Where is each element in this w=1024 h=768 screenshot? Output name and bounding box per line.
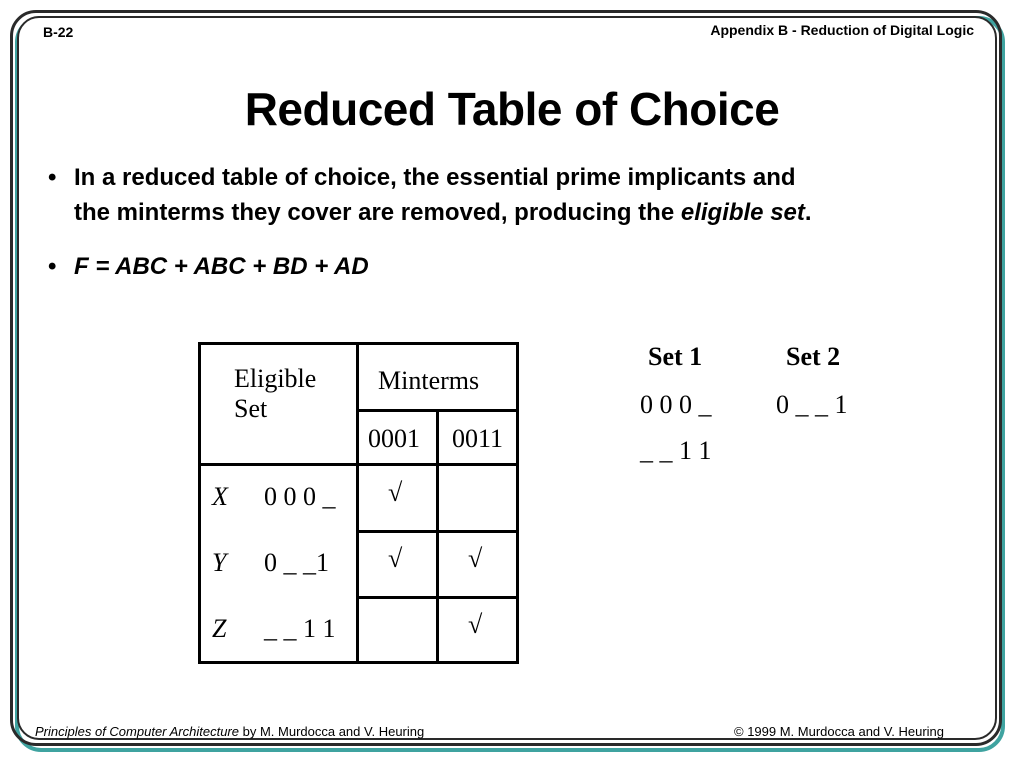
row-z-label: Z	[212, 614, 227, 643]
row-z-check-2: √	[468, 610, 483, 639]
bullet-1-line-1: In a reduced table of choice, the essential prime implicants and	[74, 164, 796, 191]
chapter-header: Appendix B - Reduction of Digital Logic	[710, 22, 974, 38]
table-divider-eligible	[356, 342, 359, 664]
minterm-col-1: 0001	[368, 424, 420, 453]
row-y-check-1: √	[388, 544, 403, 573]
bullet-dot: •	[48, 253, 57, 280]
row-y-label: Y	[212, 548, 227, 577]
footer-authors: by M. Murdocca and V. Heuring	[239, 724, 425, 739]
reduced-choice-table	[198, 342, 518, 664]
footer-book-title	[35, 724, 424, 739]
set-1-value-1: 0 0 0 _	[640, 390, 712, 419]
table-line-minterms-header	[356, 409, 519, 412]
header-eligible-line-2: Set	[234, 394, 268, 423]
header-eligible-line-1: Eligible	[234, 364, 317, 393]
bullet-function	[48, 249, 369, 284]
row-z-value: _ _ 1 1	[264, 614, 336, 643]
table-line-header-bottom	[198, 463, 519, 466]
row-y-value: 0 _ _1	[264, 548, 329, 577]
row-x-check-1: √	[388, 478, 403, 507]
set-2-header: Set 2	[786, 342, 841, 371]
page-number: B-22	[43, 24, 74, 40]
minterm-col-2: 0011	[452, 424, 504, 453]
header-minterms: Minterms	[378, 366, 480, 395]
row-y-check-2: √	[468, 544, 483, 573]
footer-copyright: © 1999 M. Murdocca and V. Heuring	[734, 724, 944, 739]
set-2-value-1: 0 _ _ 1	[776, 390, 848, 419]
eligible-set-term: eligible set	[680, 199, 805, 226]
bullet-dot: •	[48, 164, 57, 191]
row-x-value: 0 0 0 _	[264, 482, 336, 511]
table-line-row-2	[356, 596, 519, 599]
bullet-reduced-table	[48, 160, 968, 230]
header-eligible	[234, 364, 316, 424]
bullet-1-period: .	[804, 199, 812, 226]
table-divider-minterms	[436, 409, 439, 664]
set-1-header: Set 1	[648, 342, 703, 371]
function-expression: F = ABC + ABC + BD + AD	[74, 253, 369, 280]
row-x-label: X	[212, 482, 228, 511]
bullet-1-line-2: the minterms they cover are removed, producing the	[74, 199, 681, 226]
set-1-value-2: _ _ 1 1	[640, 436, 712, 465]
table-border-right	[516, 342, 519, 664]
table-border-left	[198, 342, 201, 664]
slide-title: Reduced Table of Choice	[244, 83, 780, 135]
table-line-row-1	[356, 530, 519, 533]
footer-book-name: Principles of Computer Architecture	[35, 724, 239, 739]
